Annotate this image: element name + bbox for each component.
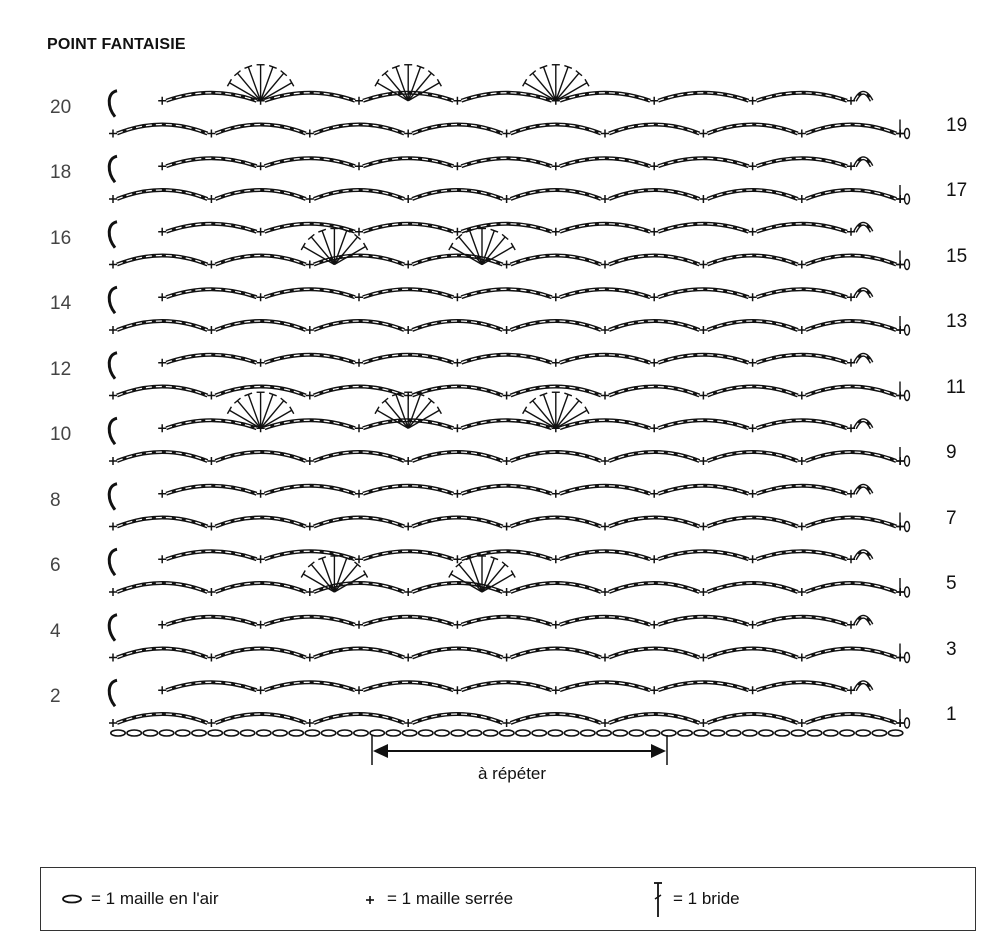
chain-stitch: [597, 730, 611, 736]
turning-chain: [109, 680, 117, 706]
double-crochet-top: [585, 79, 589, 86]
chain-stitch: [240, 730, 254, 736]
chain-stitch: [386, 730, 400, 736]
double-crochet: [408, 67, 420, 101]
double-crochet: [385, 401, 408, 429]
chain-stitch: [143, 730, 157, 736]
double-crochet: [396, 394, 408, 428]
double-crochet: [334, 231, 346, 265]
row-label-18: 18: [50, 162, 72, 183]
chain-stitch: [775, 730, 789, 736]
legend-single: [363, 868, 513, 930]
chain-stitch: [678, 730, 692, 736]
turning-chain: [109, 156, 117, 182]
chain-stitch: [435, 730, 449, 736]
row-label-4: 4: [50, 621, 61, 642]
chain-stitch: [888, 730, 902, 736]
chain-stitch: [791, 730, 805, 736]
turning-chain: [109, 222, 117, 248]
turning-chain: [905, 325, 910, 335]
chain-stitch: [872, 730, 886, 736]
double-crochet-top: [511, 243, 515, 250]
double-crochet-top: [449, 571, 453, 578]
chain-stitch: [856, 730, 870, 736]
turning-chain: [905, 260, 910, 270]
row-label-2: 2: [50, 686, 61, 707]
chain-stitch: [516, 730, 530, 736]
legend-double-label: = 1 bride: [673, 889, 740, 908]
row-label-9: 9: [946, 442, 957, 463]
row-label-20: 20: [50, 97, 72, 118]
chain-stitch: [532, 730, 546, 736]
row-label-11: 11: [946, 377, 966, 398]
double-crochet: [556, 394, 568, 428]
chain-stitch: [273, 730, 287, 736]
foundation-chain: [111, 730, 903, 736]
chain-stitch: [759, 730, 773, 736]
double-crochet: [248, 394, 260, 428]
chain-stitch: [354, 730, 368, 736]
turning-chain: [905, 653, 910, 663]
single-crochet-icon: [363, 891, 379, 907]
row-label-12: 12: [50, 359, 72, 380]
double-crochet: [543, 394, 555, 428]
double-crochet: [396, 67, 408, 101]
chain-stitch: [726, 730, 740, 736]
row-label-13: 13: [946, 311, 968, 332]
chain-arches: [117, 93, 896, 723]
double-crochet: [261, 394, 273, 428]
double-crochet-top: [364, 571, 368, 578]
double-crochet: [408, 73, 431, 101]
chain-stitch: [548, 730, 562, 736]
turning-chain: [109, 91, 117, 117]
double-crochet-icon: [651, 879, 665, 919]
turning-chain: [905, 587, 910, 597]
chain-stitch: [402, 730, 416, 736]
chain-stitch: [467, 730, 481, 736]
double-crochet: [470, 231, 482, 265]
row-label-17: 17: [946, 180, 968, 201]
chain-stitch: [451, 730, 465, 736]
chain-stitch: [224, 730, 238, 736]
turning-chain: [905, 718, 910, 728]
chain-stitch: [581, 730, 595, 736]
chain-stitch: [629, 730, 643, 736]
chain-stitch: [305, 730, 319, 736]
turning-chain: [905, 522, 910, 532]
chart-title: POINT FANTAISIE: [47, 36, 186, 53]
chain-stitch: [159, 730, 173, 736]
chain-stitch: [694, 730, 708, 736]
turning-chain: [109, 287, 117, 313]
double-crochet-top: [523, 79, 527, 86]
chain-stitch: [483, 730, 497, 736]
legend-chain: [61, 868, 219, 930]
double-crochet: [459, 237, 482, 265]
row-label-10: 10: [50, 424, 72, 445]
chain-stitch: [662, 730, 676, 736]
legend-chain-label: = 1 maille en l'air: [91, 889, 219, 908]
chain-stitch: [338, 730, 352, 736]
turning-chain: [905, 129, 910, 139]
turning-chain: [109, 615, 117, 641]
chain-stitch: [807, 730, 821, 736]
turning-chain: [905, 391, 910, 401]
double-crochet: [543, 67, 555, 101]
double-crochet: [556, 67, 568, 101]
chain-stitch: [743, 730, 757, 736]
turning-chain: [109, 353, 117, 379]
chain-stitch: [192, 730, 206, 736]
chain-stitch: [824, 730, 838, 736]
chain-stitch: [645, 730, 659, 736]
double-crochet-top: [301, 571, 305, 578]
double-crochet: [261, 67, 273, 101]
chain-stitch: [176, 730, 190, 736]
legend-double: [651, 868, 740, 930]
turning-chain: [109, 549, 117, 575]
double-crochet: [408, 394, 420, 428]
row-label-15: 15: [946, 246, 968, 267]
chain-stitch: [710, 730, 724, 736]
double-crochet: [408, 401, 431, 429]
double-crochet: [248, 67, 260, 101]
chain-stitch: [564, 730, 578, 736]
chain-stitch: [613, 730, 627, 736]
turning-chain: [109, 418, 117, 444]
double-crochet: [385, 73, 408, 101]
chain-stitch: [127, 730, 141, 736]
row-label-8: 8: [50, 490, 61, 511]
row-label-5: 5: [946, 573, 957, 594]
chain-stitch-icon: [61, 893, 83, 905]
double-crochet: [334, 558, 346, 592]
chain-stitch: [500, 730, 514, 736]
double-crochet-top: [523, 407, 527, 414]
chain-stitch: [289, 730, 303, 736]
chain-stitch: [840, 730, 854, 736]
chain-stitch: [419, 730, 433, 736]
chain-stitch: [111, 730, 125, 736]
chain-stitch: [321, 730, 335, 736]
row-label-7: 7: [946, 508, 957, 529]
double-crochet: [470, 558, 482, 592]
legend-single-label: = 1 maille serrée: [387, 889, 514, 908]
repeat-label: à répéter: [478, 764, 547, 783]
turning-chain: [109, 484, 117, 510]
row-label-16: 16: [50, 228, 72, 249]
chain-stitch: [208, 730, 222, 736]
repeat-arrow: [372, 735, 667, 765]
chain-stitch: [257, 730, 271, 736]
row-label-6: 6: [50, 555, 61, 576]
row-label-19: 19: [946, 115, 968, 136]
double-crochet-top: [511, 571, 515, 578]
double-crochet: [334, 564, 357, 592]
double-crochet: [459, 564, 482, 592]
legend-box: [40, 867, 976, 931]
turning-chain: [905, 194, 910, 204]
row-label-1: 1: [946, 704, 957, 725]
turning-chain: [905, 456, 910, 466]
double-crochet-top: [585, 407, 589, 414]
row-label-3: 3: [946, 639, 957, 660]
double-crochet: [334, 237, 357, 265]
row-label-14: 14: [50, 293, 72, 314]
